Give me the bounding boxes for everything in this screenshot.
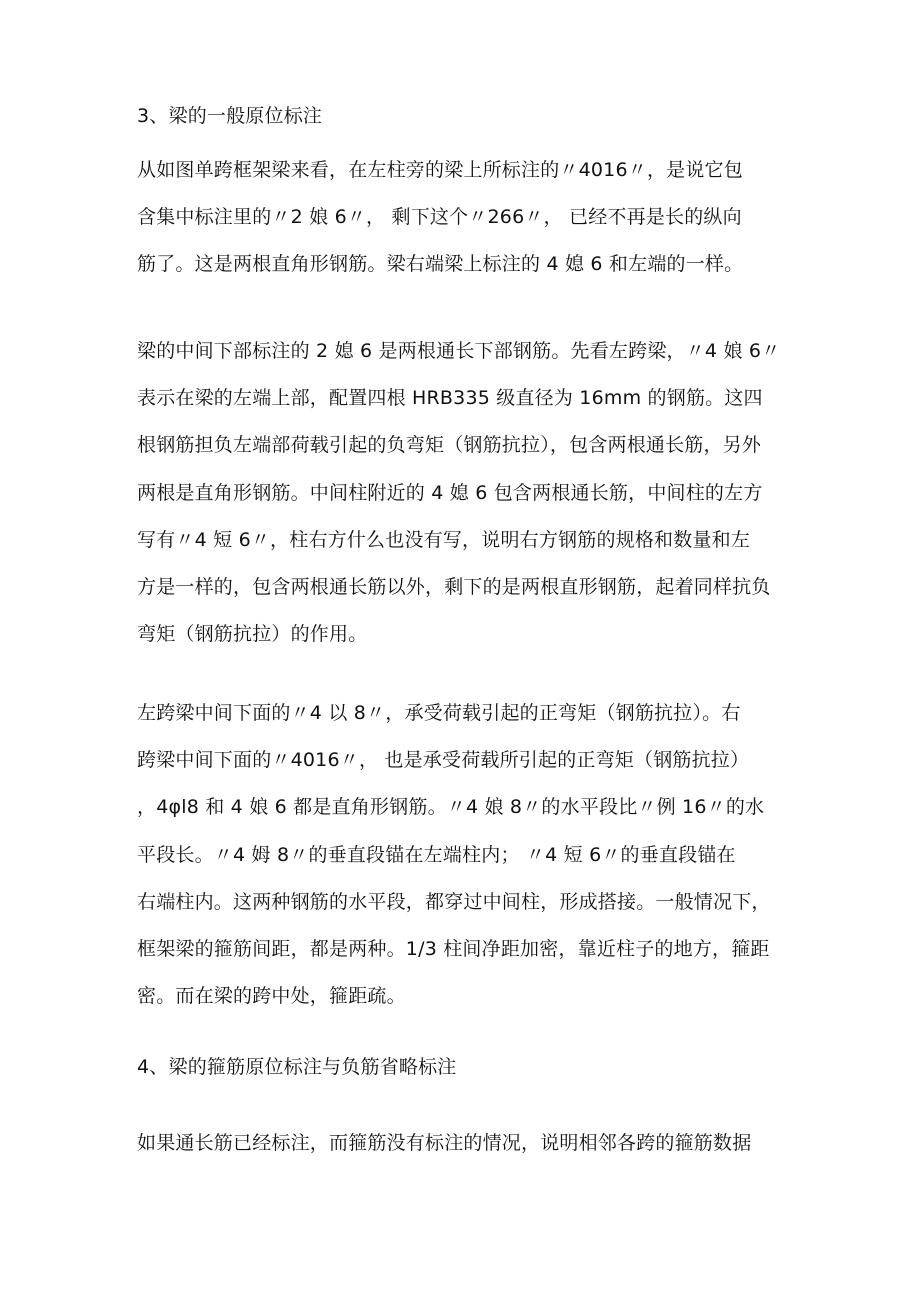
section-heading-3 xyxy=(137,96,322,136)
paragraph-line: 从如图单跨框架梁来看，在左柱旁的梁上所标注的〃4016〃，是说它包 xyxy=(137,159,743,181)
section-heading-4 xyxy=(137,1047,457,1087)
heading-text: 4、梁的箍筋原位标注与负筋省略标注 xyxy=(137,1056,457,1078)
heading-text: 3、梁的一般原位标注 xyxy=(137,105,323,127)
paragraph-line: 跨梁中间下面的〃4016〃， 也是承受荷载所引起的正弯矩（钢筋抗拉） xyxy=(137,749,750,772)
paragraph-2 xyxy=(137,328,780,658)
paragraph-line: 表示在梁的左端上部，配置四根 HRB335 级直径为 16mm 的钢筋。这四 xyxy=(137,387,763,410)
paragraph-line: 平段长。〃4 姆 8〃的垂直段锚在左端柱内； 〃4 短 6〃的垂直段锚在 xyxy=(137,843,736,866)
paragraph-line: 弯矩（钢筋抗拉）的作用。 xyxy=(137,623,368,646)
paragraph-line: 密。而在梁的跨中处，箍距疏。 xyxy=(137,985,406,1008)
paragraph-line: 两根是直角形钢筋。中间柱附近的 4 媳 6 包含两根通长筋，中间柱的左方 xyxy=(137,481,763,504)
paragraph-line: 梁的中间下部标注的 2 媳 6 是两根通长下部钢筋。先看左跨梁，〃4 娘 6〃 xyxy=(137,340,781,362)
paragraph-1 xyxy=(137,147,743,289)
paragraph-line: 框架梁的箍筋间距，都是两种。1/3 柱间净距加密，靠近柱子的地方，箍距 xyxy=(137,937,770,960)
paragraph-line: 写有〃4 短 6〃，柱右方什么也没有写，说明右方钢筋的规格和数量和左 xyxy=(137,528,751,551)
paragraph-line: 右端柱内。这两种钢筋的水平段，都穿过中间柱，形成搭接。一般情况下， xyxy=(137,890,771,913)
paragraph-line: 含集中标注里的〃2 娘 6〃， 剩下这个〃266〃， 已经不再是长的纵向 xyxy=(137,206,742,229)
paragraph-line: 筋了。这是两根直角形钢筋。梁右端梁上标注的 4 媳 6 和左端的一样。 xyxy=(137,253,744,276)
paragraph-line: 左跨梁中间下面的〃4 以 8〃，承受荷载引起的正弯矩（钢筋抗拉）。右 xyxy=(137,702,741,724)
paragraph-line: ，4φl8 和 4 娘 6 都是直角形钢筋。〃4 娘 8〃的水平段比〃例 16〃的水 xyxy=(137,796,765,819)
paragraph-line: 根钢筋担负左端部荷载引起的负弯矩（钢筋抗拉），包含两根通长筋，另外 xyxy=(137,434,762,457)
paragraph-4 xyxy=(137,1120,751,1167)
paragraph-3 xyxy=(137,690,771,1020)
paragraph-line: 如果通长筋已经标注，而箍筋没有标注的情况，说明相邻各跨的箍筋数据 xyxy=(137,1132,752,1154)
paragraph-line: 方是一样的，包含两根通长筋以外，剩下的是两根直形钢筋，起着同样抗负 xyxy=(137,575,771,598)
